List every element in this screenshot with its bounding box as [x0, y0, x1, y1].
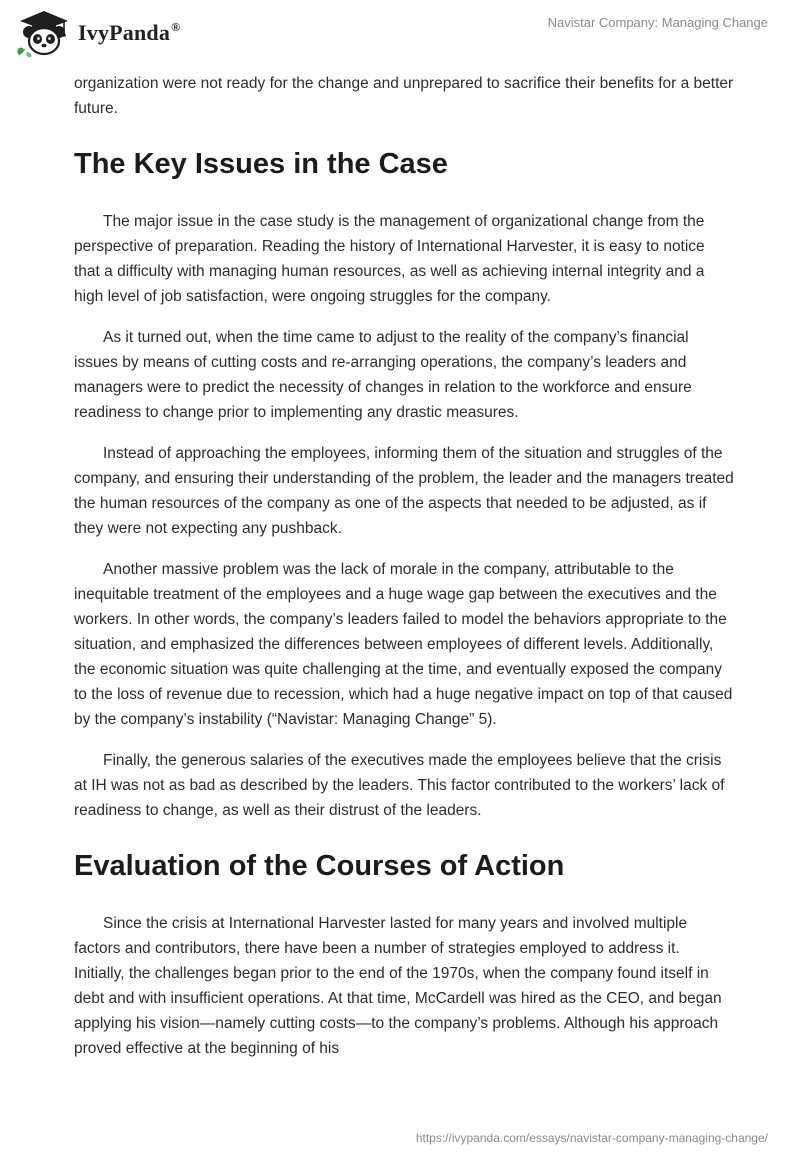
document-title: Navistar Company: Managing Change — [547, 15, 768, 30]
paragraph: Since the crisis at International Harvester lasted for many years and involved multiple factors and contributors, there have been a number of strategies employed to address it. Initially, the challenges began prior to the end of the 1970s, when the company found itself in debt and with insufficient operations. At that time, McCardell was hired as the CEO, and began applying his vision—namely cutting costs—to the company’s problems. Although his approach proved effective at the beginning of his — [74, 915, 722, 1057]
logo-wordmark: IvyPanda® — [78, 20, 181, 45]
page-header — [0, 0, 800, 70]
section-heading-evaluation: Evaluation of the Courses of Action — [74, 850, 565, 882]
paragraph: The major issue in the case study is the management of organizational change from the perspective of preparation. Reading the history of International Harvester, it is easy to notice that a difficulty with managing human resources, as well as achieving internal integrity and a high level of job satisfaction, were ongoing struggles for the company. — [74, 213, 705, 305]
panda-graduate-icon — [14, 8, 72, 58]
essay-body — [74, 71, 734, 1077]
source-url[interactable]: https://ivypanda.com/essays/navistar-company-managing-change/ — [415, 1131, 768, 1145]
paragraph-continuation: organization were not ready for the change and unprepared to sacrifice their benefits for a better future. — [74, 75, 734, 117]
paragraph: Another massive problem was the lack of morale in the company, attributable to the inequitable treatment of the employees and a huge wage gap between the executives and the workers. In other words, the company’s leaders failed to model the behaviors appropriate to the situation, and emphasized the differences between employees of different levels. Additionally, the economic situation was quite challenging at the time, and eventually exposed the company to the loss of revenue due to recession, which had a huge negative impact on top of that caused by the company’s instability (“Navistar: Managing Change” 5). — [74, 561, 733, 728]
section-heading-key-issues: The Key Issues in the Case — [74, 148, 448, 180]
paragraph: Instead of approaching the employees, informing them of the situation and struggles of the company, and ensuring their understanding of the problem, the leader and the managers treated the human resources of the company as one of the aspects that needed to be adjusted, as if they were not expecting any pushback. — [74, 445, 734, 537]
paragraph: As it turned out, when the time came to adjust to the reality of the company’s financial issues by means of cutting costs and re-arranging operations, the company’s leaders and managers were to predict the necessity of changes in relation to the workforce and ensure readiness to change prior to implementing any drastic measures. — [74, 329, 692, 421]
paragraph: Finally, the generous salaries of the executives made the employees believe that the crisis at IH was not as bad as described by the leaders. This factor contributed to the workers’ lack of readiness to change, as well as their distrust of the leaders. — [74, 752, 725, 819]
ivypanda-logo[interactable] — [14, 8, 180, 58]
